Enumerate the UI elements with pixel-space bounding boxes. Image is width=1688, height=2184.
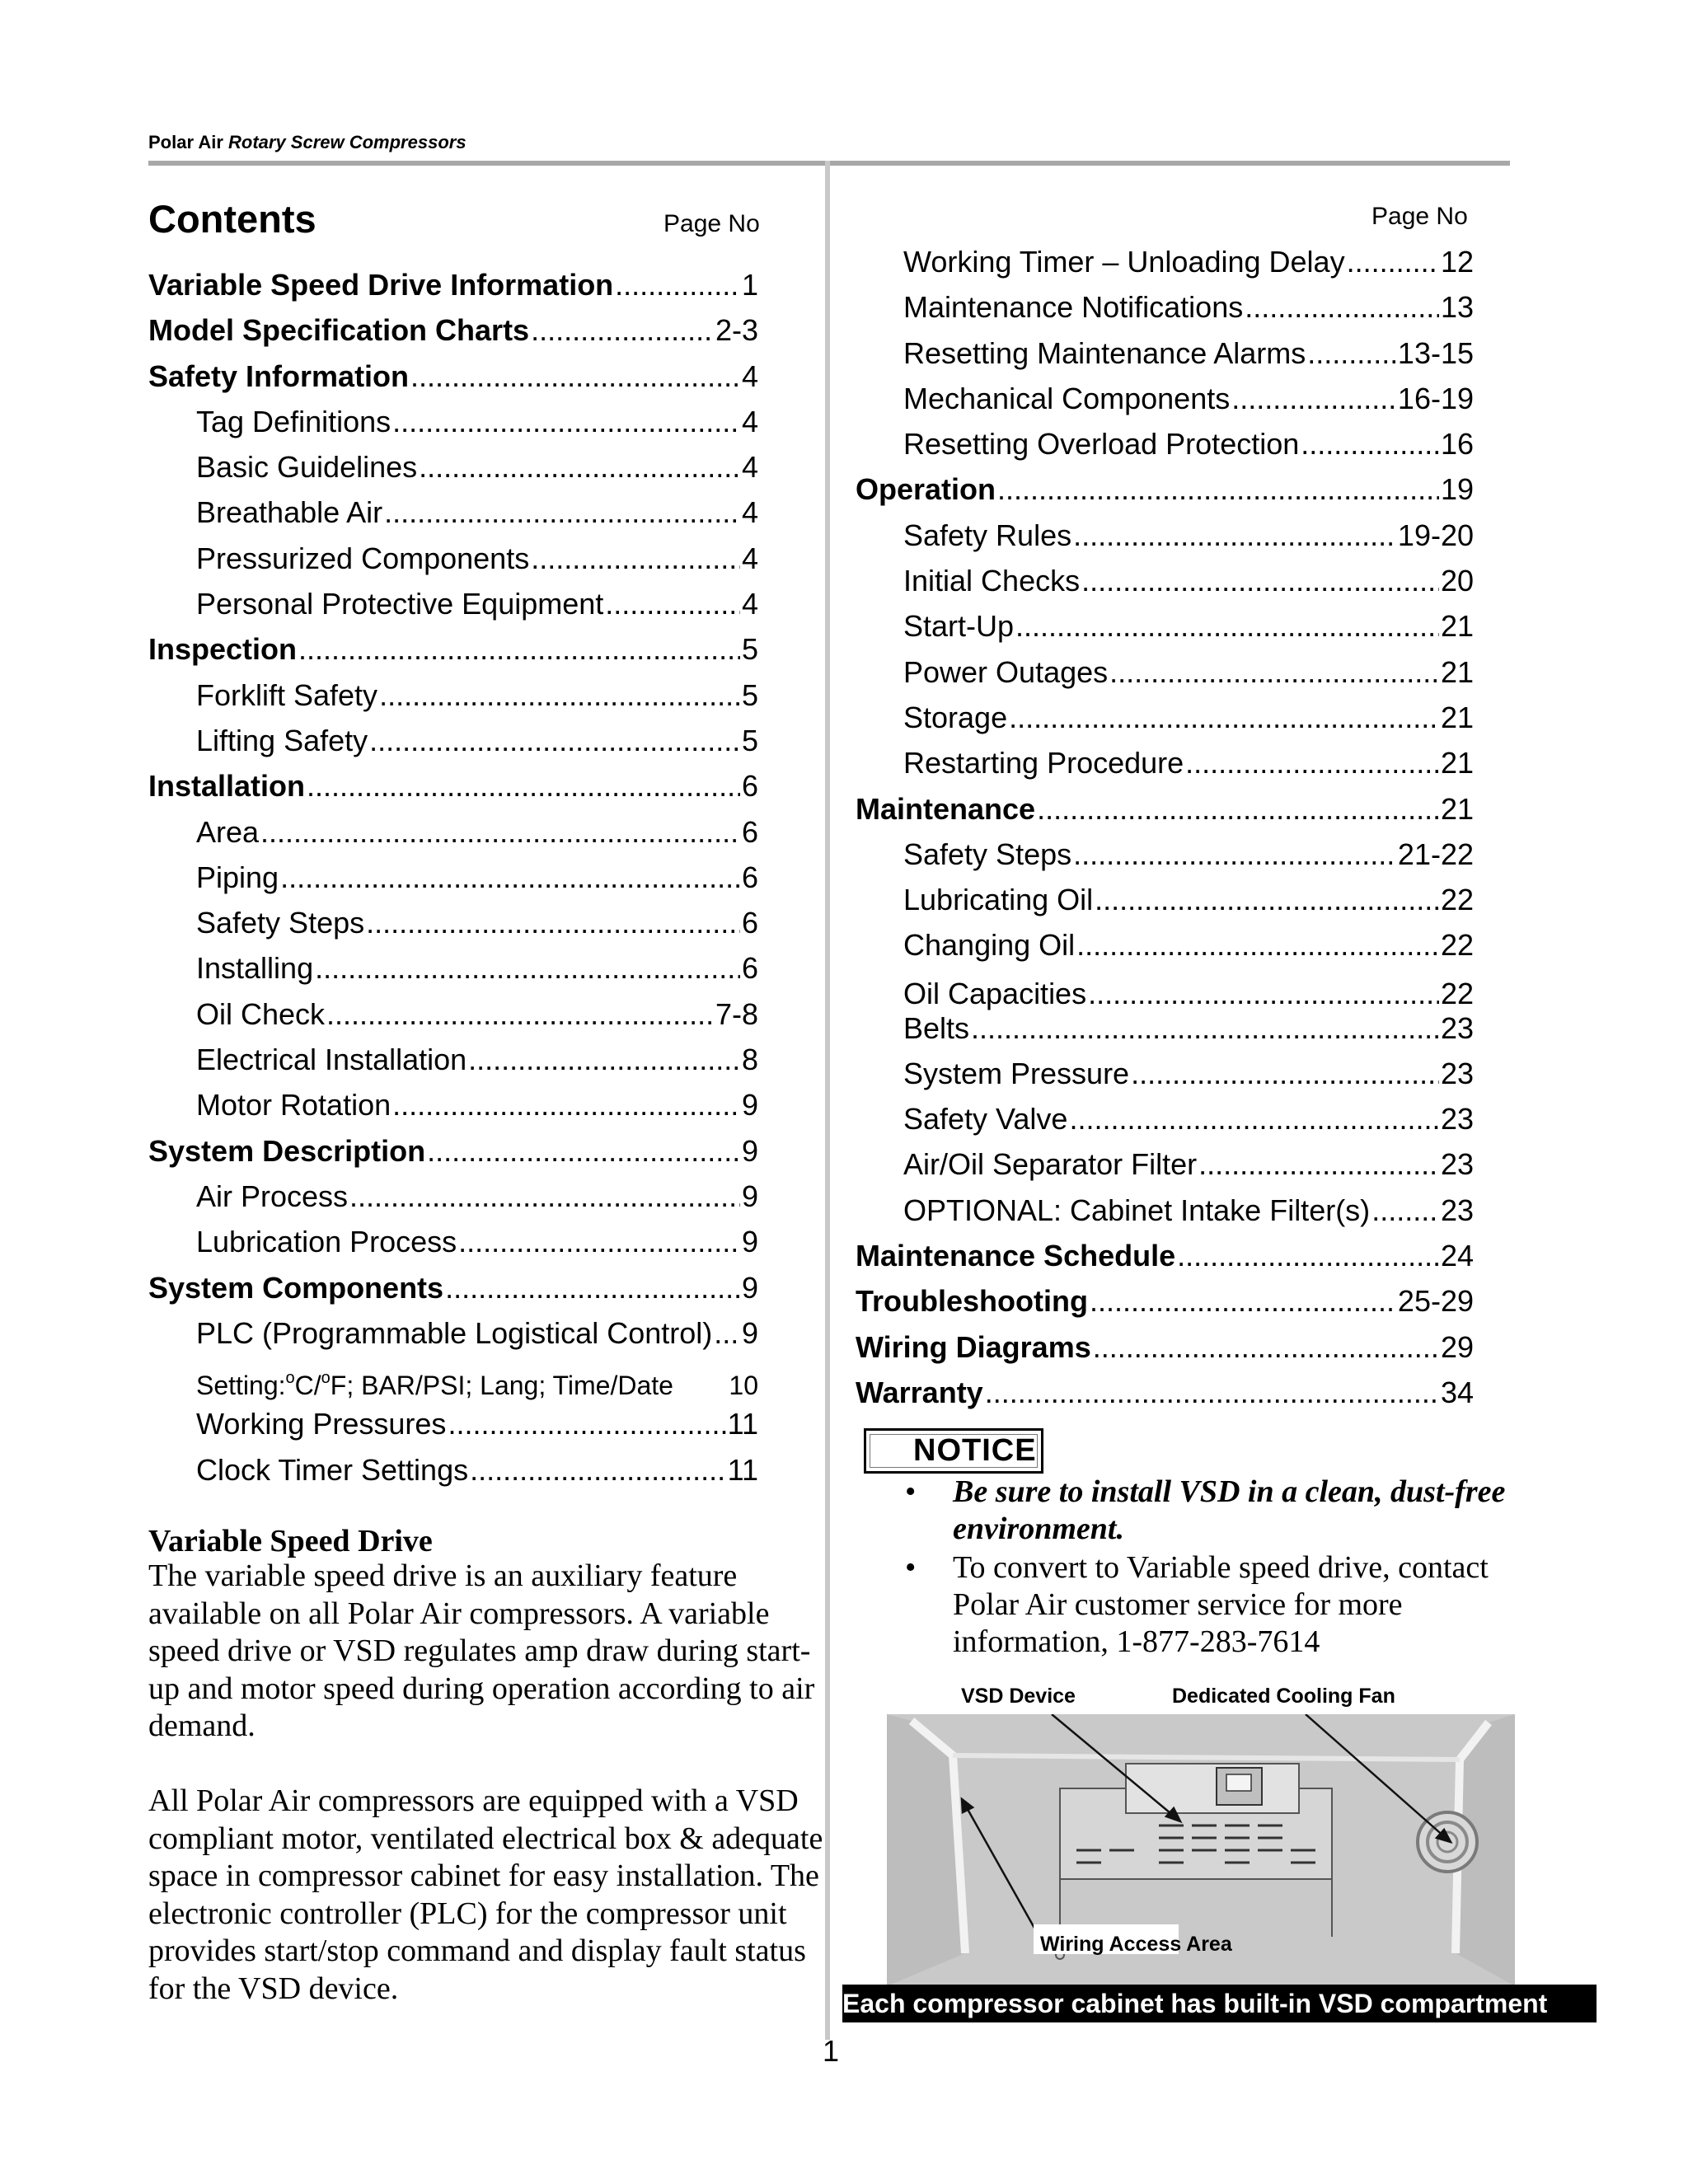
toc-subentry[interactable]: Storage ..... 21 [856,695,1474,740]
toc-subentry[interactable]: Start-Up ..... 21 [856,603,1474,649]
toc-subentry[interactable]: Restarting Procedure ..... 21 [856,740,1474,785]
page-no-label-right: Page No [1372,203,1468,230]
toc-subentry[interactable]: Piping ..... 6 [148,855,758,900]
toc-subentry[interactable]: Electrical Installation ..... 8 [148,1037,758,1082]
notice-label: NOTICE [870,1434,1038,1468]
toc-subentry[interactable]: Initial Checks ..... 20 [856,558,1474,603]
toc-entry[interactable]: Maintenance ..... 21 [856,786,1474,832]
header-subtitle: Rotary Screw Compressors [228,132,467,152]
toc-subentry[interactable]: Changing Oil ..... 22 [856,922,1474,968]
toc-entry[interactable]: System Components ..... 9 [148,1265,758,1310]
toc-entry[interactable]: System Description ..... 9 [148,1128,758,1174]
toc-subentry[interactable]: Breathable Air ..... 4 [148,490,758,535]
toc-subentry[interactable]: Working Timer – Unloading Delay ..... 12 [856,239,1474,284]
toc-subentry[interactable]: Power Outages ..... 21 [856,649,1474,695]
toc-subentry[interactable]: Oil Check ..... 7-8 [148,991,758,1037]
toc-subentry[interactable]: Resetting Maintenance Alarms ..... 13-15 [856,330,1474,376]
toc-subentry[interactable]: Motor Rotation ..... 9 [148,1082,758,1127]
toc-subentry[interactable]: Safety Valve ..... 23 [856,1096,1474,1141]
toc-subentry[interactable]: Clock Timer Settings ..... 11 [148,1447,758,1493]
toc-subentry[interactable]: Air/Oil Separator Filter ..... 23 [856,1141,1474,1187]
toc-subentry[interactable]: System Pressure ..... 23 [856,1051,1474,1096]
toc-entry[interactable]: Warranty ..... 34 [856,1370,1474,1415]
toc-subentry[interactable]: Lubrication Process ..... 9 [148,1219,758,1264]
figure-label-wiring-access: Wiring Access Area [1040,1933,1232,1956]
toc-entry[interactable]: Troubleshooting ..... 25-29 [856,1278,1474,1324]
toc-subentry[interactable]: Safety Steps ..... 6 [148,900,758,945]
running-header [148,132,467,153]
contents-title: Contents [148,197,316,241]
toc-subentry[interactable]: Tag Definitions ..... 4 [148,399,758,444]
toc-subentry[interactable]: Resetting Overload Protection ..... 16 [856,421,1474,466]
toc-subentry[interactable]: PLC (Programmable Logistical Control) ..... 9 [148,1310,758,1356]
toc-entry[interactable]: Wiring Diagrams ..... 29 [856,1324,1474,1370]
page-no-label-left: Page No [663,210,760,237]
figure-label-vsd-device: VSD Device [961,1685,1076,1708]
figure-caption: Each compressor cabinet has built-in VSD compartment [842,1985,1597,2022]
toc-subentry[interactable]: Lubricating Oil ..... 22 [856,877,1474,922]
toc-entry[interactable]: Operation ..... 19 [856,466,1474,512]
toc-subentry[interactable]: Setting:$^o$C/$^o$F; BAR/PSI; Lang; Time/Date 10 [196,1369,758,1401]
toc-subentry[interactable]: Personal Protective Equipment ..... 4 [148,581,758,626]
toc-subentry[interactable]: Area ..... 6 [148,809,758,855]
toc-subentry[interactable]: Pressurized Components ..... 4 [148,536,758,581]
header-brand: Polar Air [148,132,228,152]
toc-subentry[interactable]: Installing ..... 6 [148,945,758,991]
vsd-paragraph-2: All Polar Air compressors are equipped with a VSD compliant motor, ventilated electrical box & adequate space in compressor cabinet for easy installation. The electronic controller (PLC) for the compressor unit provides start/stop command and display fault status for the VSD device. [148,1783,823,2006]
toc-left [148,262,758,1493]
toc-subentry[interactable]: Air Process ..... 9 [148,1174,758,1219]
toc-subentry[interactable]: Lifting Safety ..... 5 [148,718,758,763]
notice-bullet-1: • Be sure to install VSD in a clean, dust-free environment. [905,1474,1506,1546]
vsd-section-title: Variable Speed Drive [148,1524,433,1558]
toc-subentry[interactable]: OPTIONAL: Cabinet Intake Filter(s) ..... 23 [856,1188,1474,1233]
figure-label-cooling-fan: Dedicated Cooling Fan [1172,1685,1395,1708]
toc-entry[interactable]: Installation ..... 6 [148,763,758,808]
vsd-paragraph-1: The variable speed drive is an auxiliary feature available on all Polar Air compressors. A variable speed drive or VSD regulates amp draw during start-up and motor speed during operation according to air demand. [148,1558,815,1743]
notice-bullet-2: • To convert to Variable speed drive, contact Polar Air customer service for more information, 1-877-283-7614 [905,1550,1489,1659]
toc-subentry[interactable]: Maintenance Notifications ..... 13 [856,284,1474,330]
notice-box [864,1428,1043,1474]
toc-subentry[interactable]: Mechanical Components ..... 16-19 [856,376,1474,421]
toc-entry[interactable]: Inspection ..... 5 [148,626,758,672]
toc-right [856,239,1474,1415]
toc-subentry[interactable]: Safety Steps ..... 21-22 [856,832,1474,877]
notice-bullets [905,1474,1548,1662]
toc-entry[interactable]: Variable Speed Drive Information ..... 1 [148,262,758,307]
toc-subentry[interactable]: Oil Capacities ..... 22 [856,977,1474,1011]
page-number: 1 [823,2034,840,2068]
toc-subentry[interactable]: Belts ..... 23 [856,1011,1474,1046]
toc-entry[interactable]: Maintenance Schedule ..... 24 [856,1233,1474,1278]
toc-subentry[interactable]: Working Pressures ..... 11 [148,1401,758,1446]
toc-entry[interactable]: Model Specification Charts ..... 2-3 [148,307,758,353]
column-divider [825,161,830,2040]
toc-entry[interactable]: Safety Information ..... 4 [148,354,758,399]
toc-subentry[interactable]: Forklift Safety ..... 5 [148,673,758,718]
toc-subentry[interactable]: Basic Guidelines ..... 4 [148,444,758,490]
toc-subentry[interactable]: Safety Rules ..... 19-20 [856,513,1474,558]
